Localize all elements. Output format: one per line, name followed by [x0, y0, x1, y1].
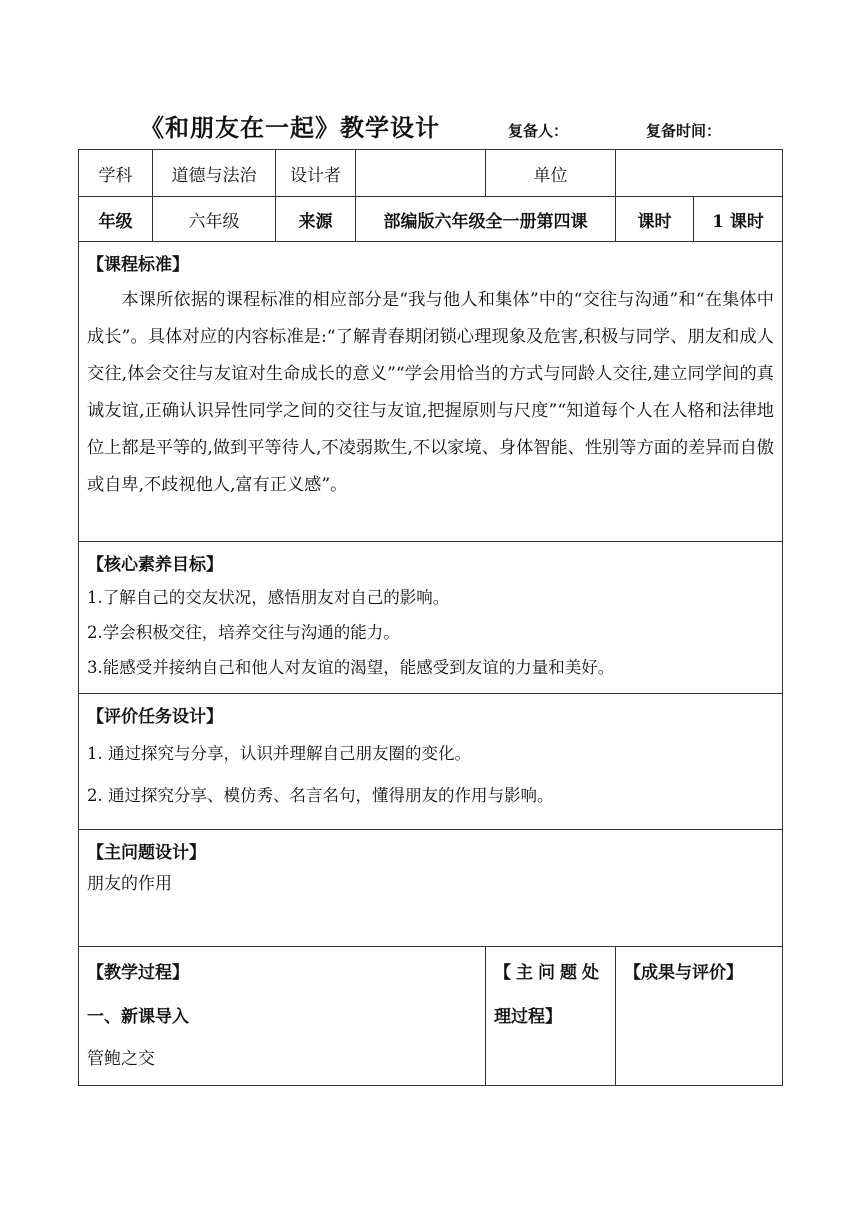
- core-goal-item: 2.学会积极交往，培养交往与沟通的能力。: [87, 623, 400, 642]
- period-value: 1 课时: [694, 197, 783, 242]
- core-goals-row: [79, 542, 783, 694]
- process-cell: [79, 947, 486, 1086]
- result-evaluation-cell: [616, 947, 783, 1086]
- unit-label: 单位: [486, 150, 616, 197]
- info-row-1: [79, 150, 783, 197]
- grade-value: 六年级: [153, 197, 276, 242]
- process-section-1: 一、新课导入: [87, 1007, 189, 1027]
- main-question-cell: [79, 830, 783, 947]
- main-question-heading: 【主问题设计】: [87, 843, 206, 863]
- source-label: 来源: [276, 197, 356, 242]
- evaluation-task-item: 1. 通过探究与分享，认识并理解自己朋友圈的变化。: [87, 744, 471, 763]
- handling-heading-line-2: 理过程】: [494, 1007, 562, 1027]
- subject-label: 学科: [79, 150, 153, 197]
- period-label: 课时: [616, 197, 694, 242]
- curriculum-standard-heading: 【课程标准】: [87, 255, 189, 275]
- core-goals-cell: [79, 542, 783, 694]
- process-intro: 管鲍之交: [87, 1049, 155, 1069]
- evaluation-tasks-heading: 【评价任务设计】: [87, 707, 223, 727]
- lesson-plan-table: [78, 149, 783, 1086]
- result-evaluation-heading: 【成果与评价】: [624, 963, 743, 983]
- curriculum-standard-body: 本课所依据的课程标准的相应部分是“我与他人和集体”中的“交往与沟通”和“在集体中成长”。具体对应的内容标准是:“了解青春期闭锁心理现象及危害,积极与同学、朋友和成人交往,体会交往与友谊对生命成长的意义”“学会用恰当的方式与同龄人交往,建立同学间的真诚友谊,正确认识异性同学之间的交往与友谊,把握原则与尺度”“知道每个人在人格和法律地位上都是平等的,做到平等待人,不凌弱欺生,不以家境、身体智能、性别等方面的差异而自傲或自卑,不歧视他人,富有正义感”。: [87, 290, 774, 495]
- evaluation-tasks-cell: [79, 694, 783, 830]
- document-title: 《和朋友在一起》教学设计: [140, 113, 440, 142]
- info-row-2: [79, 197, 783, 242]
- designer-value: [356, 150, 486, 197]
- handling-heading-line-1: 【主问题处: [494, 963, 604, 983]
- main-question-row: [79, 830, 783, 947]
- unit-value: [616, 150, 783, 197]
- process-row: [79, 947, 783, 1086]
- subject-value: 道德与法治: [153, 150, 276, 197]
- title-row: [0, 108, 860, 152]
- core-goals-heading: 【核心素养目标】: [87, 555, 223, 575]
- process-heading: 【教学过程】: [87, 963, 189, 983]
- curriculum-standard-row: [79, 242, 783, 542]
- core-goal-item: 3.能感受并接纳自己和他人对友谊的渴望，能感受到友谊的力量和美好。: [87, 658, 615, 677]
- core-goal-item: 1.了解自己的交友状况，感悟朋友对自己的影响。: [87, 588, 450, 607]
- prep-time-label: 复备时间：: [646, 122, 722, 140]
- evaluation-task-item: 2. 通过探究分享、模仿秀、名言名句，懂得朋友的作用与影响。: [87, 786, 554, 805]
- evaluation-tasks-row: [79, 694, 783, 830]
- grade-label: 年级: [79, 197, 153, 242]
- prep-person-label: 复备人：: [508, 122, 569, 140]
- handling-process-cell: [486, 947, 616, 1086]
- curriculum-standard-cell: [79, 242, 783, 542]
- designer-label: 设计者: [276, 150, 356, 197]
- source-value: 部编版六年级全一册第四课: [356, 197, 616, 242]
- main-question-body: 朋友的作用: [87, 874, 172, 894]
